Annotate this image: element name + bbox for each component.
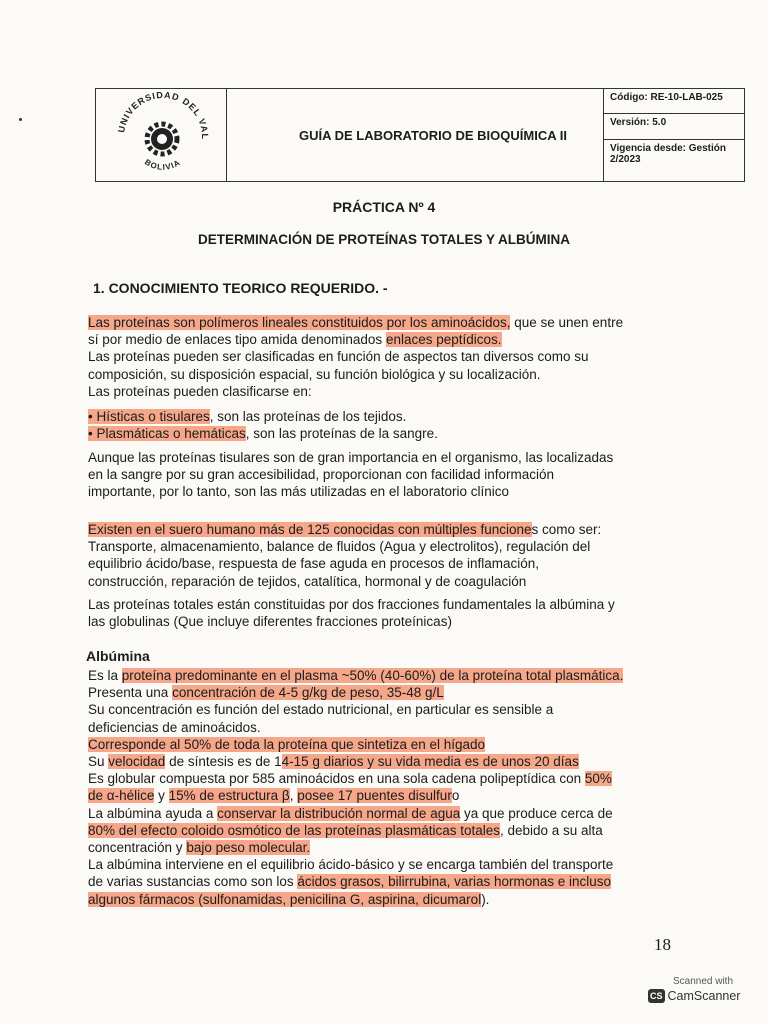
document-header-table [95,88,745,182]
document-validity: Vigencia desde: Gestión 2/2023 [610,143,726,165]
highlight-peptide-bonds: enlaces peptídicos. [385,332,502,348]
scan-speck [19,118,22,121]
university-seal-icon [96,89,226,181]
svg-text:UNIVERSIDAD DEL VALLE: UNIVERSIDAD DEL VAL [116,89,211,141]
document-version: Versión: 5.0 [604,114,744,140]
total-proteins-paragraph: Las proteínas totales están constituidas por dos fracciones fundamentales la albúmina y las globulinas (Que incluye diferentes fracciones proteínicas) [88,597,615,630]
document-meta [604,89,744,181]
practice-title: PRÁCTICA Nº 4 [332,199,436,215]
highlight-protein-definition: Las proteínas son polímeros lineales constituidos por los aminoácidos, [88,315,511,330]
tissue-paragraph: Aunque las proteínas tisulares son de gran importancia en el organismo, las localizadas en la sangre por su gran accesibilidad, proporcionan con facilidad información importante, por lo tanto, son las más utilizadas en el laboratorio clínico [88,450,614,500]
classification-list [88,408,672,442]
camscanner-watermark: Scanned with CS CamScanner [650,976,741,1003]
serum-paragraph: Existen en el suero humano más de 125 conocidas con múltiples funciones como ser: Transporte, almacenamiento, balance de fluidos (Agua y electrolitos), regulación del equilibrio ácido/base, respuesta de fase aguda en procesos de inflamación, construcción, reparación de tejidos, catalítica, hormonal y de coagulación [88,522,602,589]
list-item: • Plasmáticas o hemáticas, son las proteínas de la sangre. [88,426,438,442]
list-item: • Hísticas o tisulares, son las proteínas de los tejidos. [88,409,407,424]
guide-title: GUÍA DE LABORATORIO DE BIOQUÍMICA II [227,89,604,181]
university-logo [96,89,227,181]
albumin-heading: Albúmina [86,648,150,664]
practice-subtitle: DETERMINACIÓN DE PROTEÍNAS TOTALES Y ALBÚMINA [197,232,571,247]
svg-text:BOLIVIA: BOLIVIA [143,157,183,172]
document-code: Código: RE-10-LAB-025 [604,89,744,114]
section-heading: 1. CONOCIMIENTO TEORICO REQUERIDO. - [93,280,388,296]
intro-paragraph: Las proteínas son polímeros lineales constituidos por los aminoácidos, que se unen entre sí por medio de enlaces tipo amida denominados enlaces peptídicos. Las proteínas pueden ser clasificadas en función de aspectos tan diversos como su composición, su disposición espacial, su función biológica y su localización. Las proteínas pueden clasificarse en: [88,315,624,399]
page-number: 18 [654,935,671,954]
camscanner-logo-icon: CS [650,991,663,1001]
albumin-paragraph: Es la proteína predominante en el plasma ~50% (40-60%) de la proteína total plasmática. Presenta una concentración de 4-5 g/kg de peso, 35-48 g/L Su concentración es función del estado nutricional, en particular es sensible a deficiencias de aminoácidos. Corresponde al 50% de toda la proteína que sintetiza en el hígado Su velocidad de síntesis es de 14-15 g diarios y su vida media es de unos 20 días Es globular compuesta por 585 aminoácidos en una sola cadena polipeptídica con 50% de α-hélice y 15% de estructura β, posee 17 puentes disulfuro La albúmina ayuda a conservar la distribución normal de agua ya que produce cerca de 80% del efecto coloido osmótico de las proteínas plasmáticas totales, debido a su alta concentración y bajo peso molecular. La albúmina interviene en el equilibrio ácido-básico y se encarga también del transporte de varias sustancias como son los ácidos grasos, bilirrubina, varias hormonas e incluso algunos fármacos (sulfonamidas, penicilina G, aspirina, dicumarol). [88,668,624,907]
